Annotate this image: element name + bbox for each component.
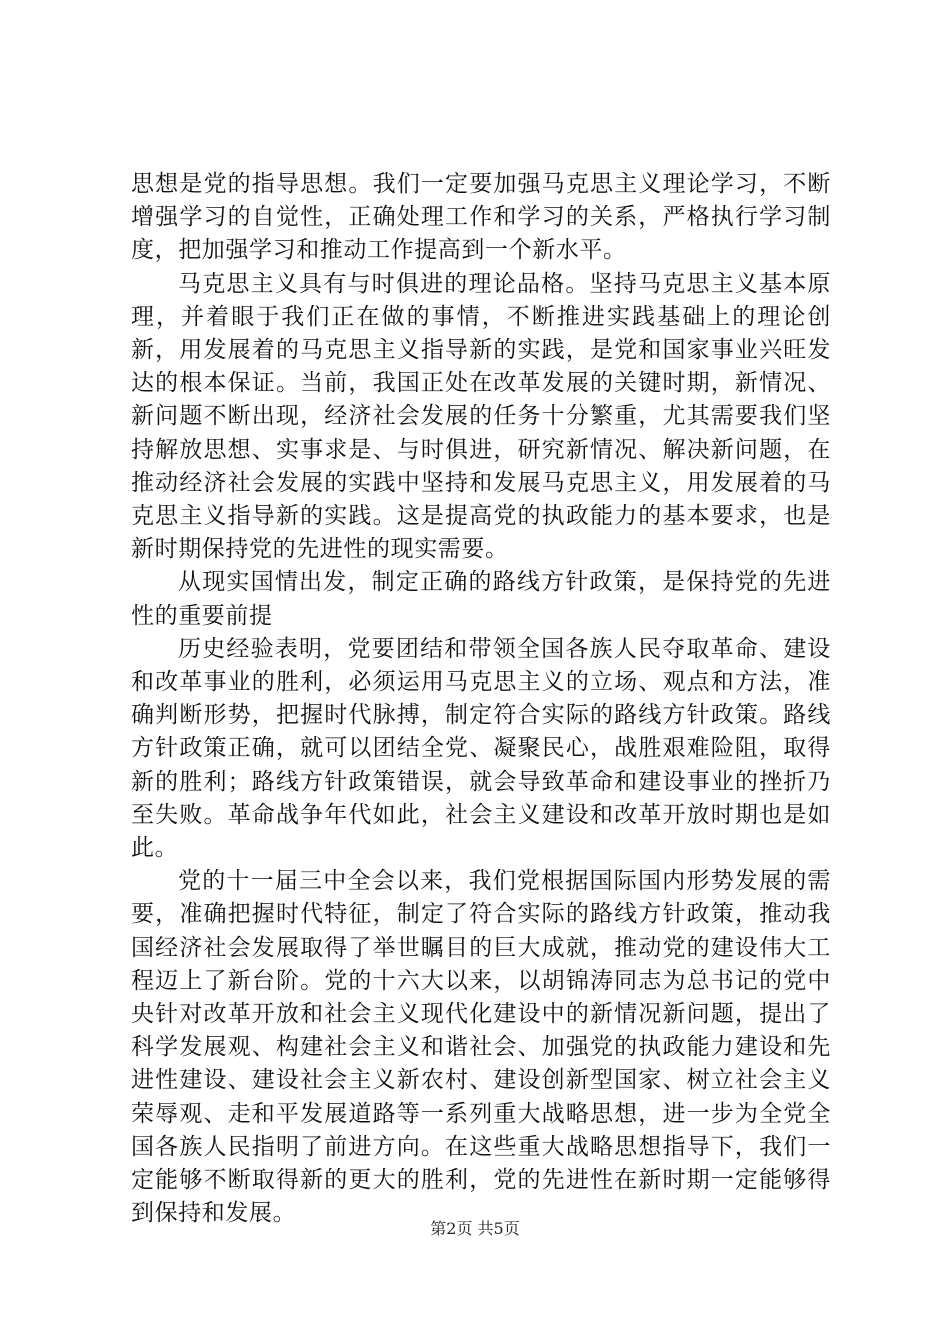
paragraph-4: 历史经验表明，党要团结和带领全国各族人民夺取革命、建设和改革事业的胜利，必须运用马克思主义的立场、观点和方法，准确判断形势，把握时代脉搏，制定符合实际的路线方针政策。路线方针政策正确，就可以团结全党、凝聚民心，战胜艰难险阻，取得新的胜利；路线方针政策错误，就会导致革命和建设事业的挫折乃至失败。革命战争年代如此，社会主义建设和改革开放时期也是如此。 [131, 635, 831, 862]
paragraph-5: 党的十一届三中全会以来，我们党根据国际国内形势发展的需要，准确把握时代特征，制定了符合实际的路线方针政策，推动我国经济社会发展取得了举世瞩目的巨大成就，推动党的建设伟大工程迈上了新台阶。党的十六大以来，以胡锦涛同志为总书记的党中央针对改革开放和社会主义现代化建设中的新情况新问题，提出了科学发展观、构建社会主义和谐社会、加强党的执政能力建设和先进性建设、建设社会主义新农村、建设创新型国家、树立社会主义荣辱观、走和平发展道路等一系列重大战略思想，进一步为全党全国各族人民指明了前进方向。在这些重大战略思想指导下，我们一定能够不断取得新的更大的胜利，党的先进性在新时期一定能够得到保持和发展。 [131, 868, 831, 1227]
paragraph-3-heading: 从现实国情出发，制定正确的路线方针政策，是保持党的先进性的重要前提 [131, 569, 831, 629]
page-number-footer: 第2页 共5页 [430, 1219, 520, 1238]
paragraph-1: 思想是党的指导思想。我们一定要加强马克思主义理论学习，不断增强学习的自觉性，正确处理工作和学习的关系，严格执行学习制度，把加强学习和推动工作提高到一个新水平。 [131, 171, 831, 264]
document-body [131, 168, 831, 1231]
paragraph-2: 马克思主义具有与时俱进的理论品格。坚持马克思主义基本原理，并着眼于我们正在做的事情，不断推进实践基础上的理论创新，用发展着的马克思主义指导新的实践，是党和国家事业兴旺发达的根本保证。当前，我国正处在改革发展的关键时期，新情况、新问题不断出现，经济社会发展的任务十分繁重，尤其需要我们坚持解放思想、实事求是、与时俱进，研究新情况、解决新问题，在推动经济社会发展的实践中坚持和发展马克思主义，用发展着的马克思主义指导新的实践。这是提高党的执政能力的基本要求，也是新时期保持党的先进性的现实需要。 [131, 270, 831, 563]
